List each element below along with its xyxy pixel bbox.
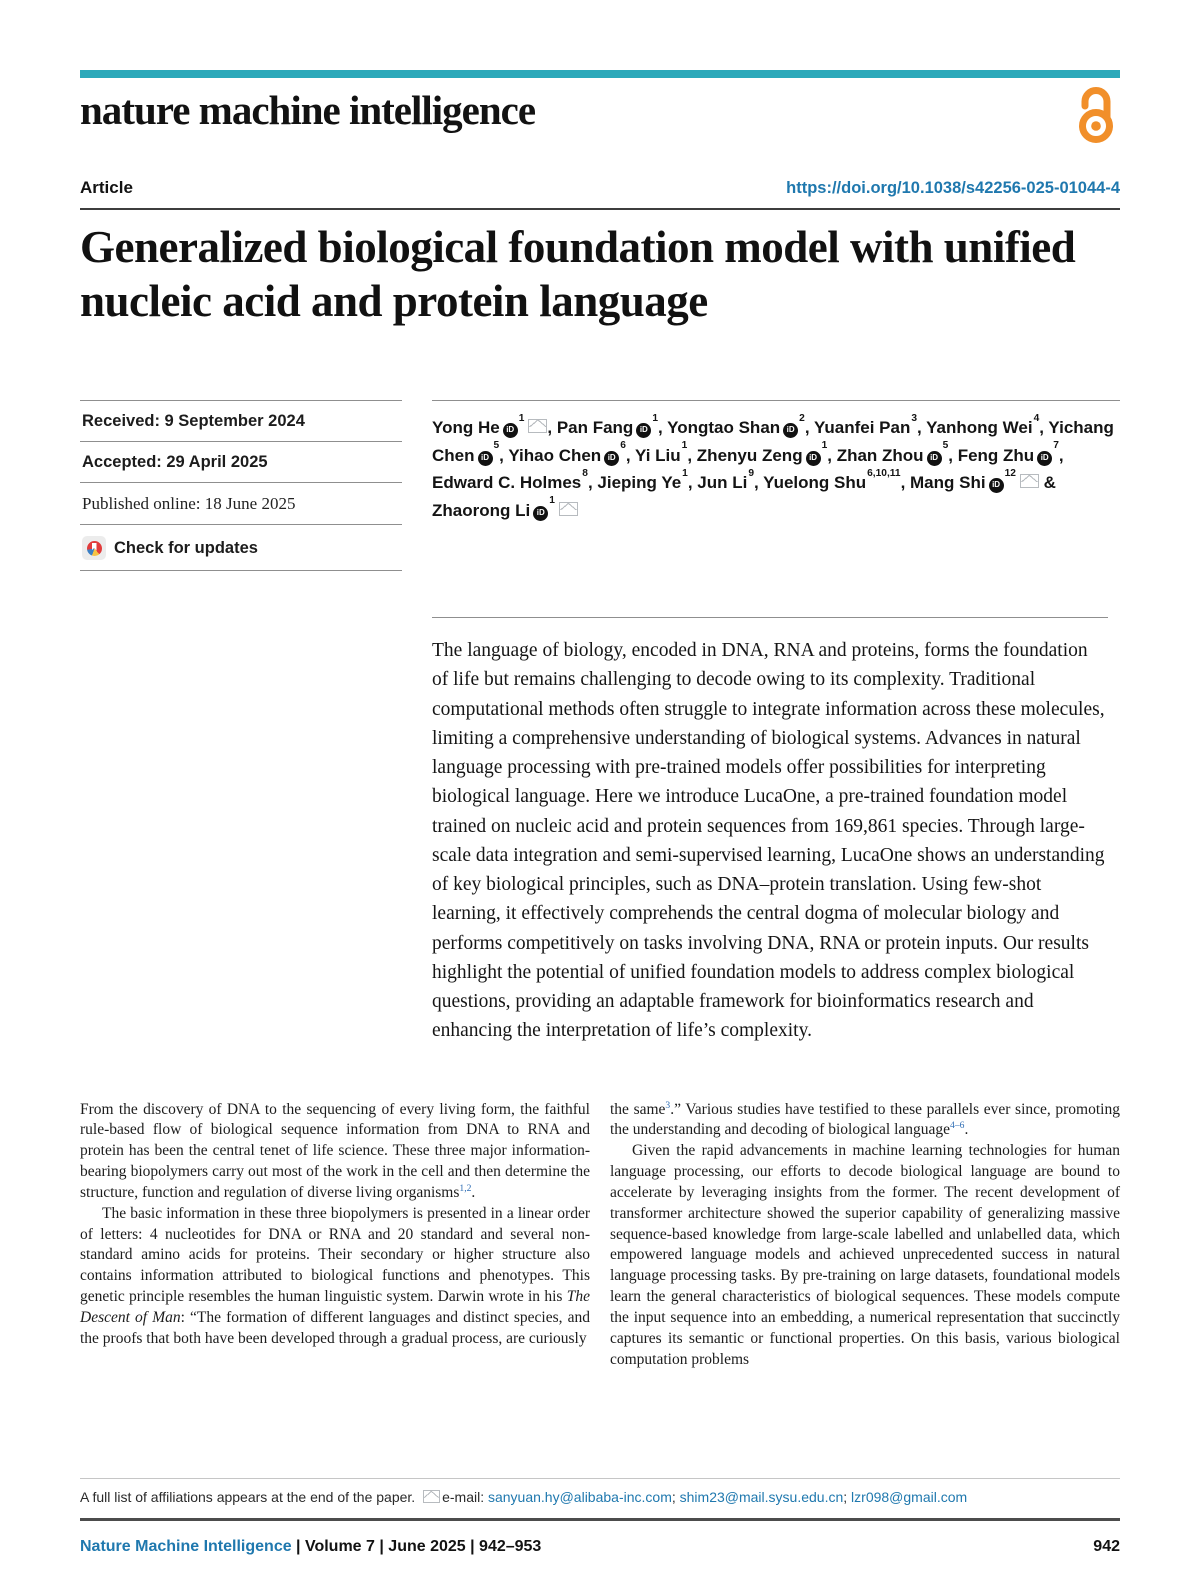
envelope-icon[interactable]: [559, 502, 578, 516]
affiliations-line: [80, 1478, 1120, 1505]
author-name: Yuanfei Pan: [813, 418, 911, 437]
body-paragraph: The basic information in these three biopolymers is presented in a linear order of letters: 4 nucleotides for DNA or RNA and 20 standard and several non-standard amino acids for proteins. Their secondary or higher structure also contains information attributed to biological functions and phenotypes. This genetic principle resembles the human linguistic system. Darwin wrote in his The Descent of Man: “The formation of different languages and distinct species, and the proofs that both have been developed through a gradual process, are curiously: [80, 1204, 590, 1347]
author-affiliation-sup: 1: [518, 412, 525, 424]
orcid-id-icon[interactable]: iD: [478, 451, 493, 466]
author-affiliation-sup: 1: [549, 495, 555, 507]
body-text: [80, 1100, 1120, 1371]
article-meta-row: [80, 178, 1120, 198]
envelope-icon[interactable]: [528, 419, 547, 433]
brand-color-bar: [80, 70, 1120, 78]
orcid-id-icon[interactable]: iD: [806, 451, 821, 466]
article-kind-label: Article: [80, 178, 133, 197]
page-footer: [80, 1478, 1120, 1556]
orcid-id-icon[interactable]: iD: [604, 451, 619, 466]
author-name: Yanhong Wei: [926, 418, 1033, 437]
author-affiliation-sup: 8: [582, 467, 588, 479]
orcid-id-icon[interactable]: iD: [989, 478, 1004, 493]
orcid-id-icon[interactable]: iD: [783, 423, 798, 438]
body-paragraph: the same$^3$.” Various studies have testified to these parallels ever since, promoting the understanding and decoding of biological language$^{4-6}$.: [610, 1099, 1120, 1139]
author-name: Yuelong Shu: [763, 473, 867, 493]
author-name: Zhaorong Li: [432, 500, 531, 520]
body-paragraph: From the discovery of DNA to the sequencing of every living form, the faithful rule-based flow of biological sequence information from DNA to RNA and protein has been the central tenet of life science. These three major information-bearing biopolymers carry out most of the work in the cell and then determine the structure, function and regulation of diverse living organisms$^{1,2}$.: [80, 1100, 590, 1201]
author-name: Pan Fang: [556, 418, 634, 437]
author-name: Mang Shi: [910, 473, 986, 493]
author-affiliation-sup: 7: [1053, 440, 1059, 452]
author-name: Edward C. Holmes: [432, 473, 582, 493]
footer-rule: [80, 1518, 1120, 1521]
orcid-id-icon[interactable]: iD: [1037, 451, 1052, 466]
check-for-updates-button[interactable]: [80, 524, 402, 571]
author-affiliation-sup: 1: [681, 440, 688, 452]
author-name: Yong He: [432, 418, 500, 437]
dates-column: [80, 400, 402, 571]
journal-name-link[interactable]: Nature Machine Intelligence: [80, 1538, 292, 1555]
email-links: sanyuan.hy@alibaba-inc.com; shim23@mail.sysu.edu.cn; lzr098@gmail.com: [487, 1489, 968, 1505]
email-link[interactable]: shim23@mail.sysu.edu.cn: [679, 1489, 844, 1505]
email-link[interactable]: sanyuan.hy@alibaba-inc.com: [487, 1489, 672, 1505]
author-name: Jieping Ye: [597, 473, 682, 493]
author-list: Yong He $iD^1$ , Pan Fang $iD^1$, Yongtao Shan $iD^2$, Yuanfei Pan$^3$, Yanhong Wei$^4$, Yichang Chen $iD^5$, Yihao Chen $iD^6$, Yi Liu$^1$, Zhenyu Zeng $iD^1$, Zhan Zhou $iD^5$, Feng Zhu $iD^7$, Edward C. Holmes$^8$, Jieping Ye$^1$, Jun Li$^9$, Yuelong Shu$^{6,10,11}$, Mang Shi $iD^{12}$ & Zhaorong Li $iD^1$: [432, 400, 1120, 524]
open-access-lock-icon: [1072, 84, 1120, 151]
orcid-id-icon[interactable]: iD: [636, 423, 651, 438]
author-affiliation-sup: 12: [1004, 467, 1016, 479]
author-affiliation-sup: 1: [652, 412, 658, 424]
journal-line: [80, 1538, 1120, 1556]
page-title: Generalized biological foundation model with unified nucleic acid and protein language: [80, 222, 1076, 326]
body-column-right: [610, 1100, 1120, 1371]
body-column-left: [80, 1100, 590, 1371]
author-affiliation-sup: 5: [942, 440, 949, 452]
orcid-id-icon[interactable]: iD: [533, 506, 548, 521]
header-rule: [80, 208, 1120, 210]
author-affiliation-sup: 9: [748, 467, 755, 479]
author-name: Feng Zhu: [957, 445, 1035, 465]
author-name: Zhenyu Zeng: [696, 445, 803, 465]
email-label: e-mail:: [442, 1489, 485, 1505]
author-affiliation-sup: 4: [1033, 412, 1040, 424]
author-affiliation-sup: 6: [620, 440, 626, 452]
orcid-id-icon[interactable]: iD: [927, 451, 942, 466]
author-name: Yi Liu: [635, 445, 681, 465]
author-affiliation-sup: 3: [911, 412, 918, 424]
body-paragraph: Given the rapid advancements in machine learning technologies for human language processing, our efforts to decode biological language are bound to accelerate by leveraging insights from the former. The recent development of transformer architecture showed the superior capability of generalizing massive sequence-based knowledge from large-scale labelled and unlabelled data, which empowered language models and achieved unprecedented success in natural language processing tasks. By pre-training on large datasets, foundational models learn the general characteristics of biological sequences. These models compute the input sequence into an embedding, a numerical representation that succinctly captures its semantic or functional properties. On this basis, various biological computation problems: [610, 1142, 1120, 1368]
author-name: Yihao Chen: [508, 445, 602, 465]
envelope-icon: [423, 1490, 440, 1503]
author-affiliation-sup: 2: [799, 412, 805, 424]
email-link[interactable]: lzr098@gmail.com: [851, 1489, 968, 1505]
author-name: Zhan Zhou: [836, 445, 924, 465]
accepted-date: Accepted: 29 April 2025: [80, 441, 402, 482]
published-date: Published online: 18 June 2025: [80, 482, 402, 524]
author-name: Yichang Chen: [432, 418, 1114, 465]
abstract-text: The language of biology, encoded in DNA, RNA and proteins, forms the foundation of life but remains challenging to decode owing to its complexity. Traditional computational methods often struggle to integrate information across these molecules, limiting a comprehensive understanding of biological systems. Advances in natural language processing with pre-trained models offer possibilities for interpreting biological language. Here we introduce LucaOne, a pre-trained foundation model trained on nucleic acid and protein sequences from 169,861 species. Through large-scale data integration and semi-supervised learning, LucaOne shows an understanding of key biological principles, such as DNA–protein translation. Using few-shot learning, it effectively comprehends the central dogma of molecular biology and performs competitively on tasks involving DNA, RNA or protein inputs. Our results highlight the potential of unified foundation models to address complex biological questions, providing an adaptable framework for bioinformatics research and enhancing the interpretation of life’s complexity.: [432, 617, 1108, 1046]
journal-issue-info: | Volume 7 | June 2025 | 942–953: [291, 1538, 542, 1555]
author-affiliation-sup: 1: [821, 440, 828, 452]
author-affiliation-sup: 5: [493, 440, 500, 452]
authors-column: [432, 400, 1120, 571]
meta-section: [80, 400, 1120, 571]
author-affiliation-sup: 6,10,11: [867, 467, 901, 479]
author-name: Jun Li: [697, 473, 748, 493]
author-name: Yongtao Shan: [667, 418, 781, 437]
envelope-icon[interactable]: [1020, 474, 1039, 488]
page-number: 942: [1093, 1538, 1120, 1555]
journal-wordmark: nature machine intelligence: [80, 87, 536, 133]
doi-link[interactable]: https://doi.org/10.1038/s42256-025-01044-4: [786, 179, 1120, 197]
affiliations-note: A full list of affiliations appears at the end of the paper.: [80, 1489, 416, 1505]
check-for-updates-icon: [82, 536, 106, 560]
check-for-updates-label: Check for updates: [114, 538, 258, 557]
received-date: Received: 9 September 2024: [80, 400, 402, 441]
author-affiliation-sup: 1: [682, 467, 688, 479]
orcid-id-icon[interactable]: iD: [503, 423, 518, 438]
